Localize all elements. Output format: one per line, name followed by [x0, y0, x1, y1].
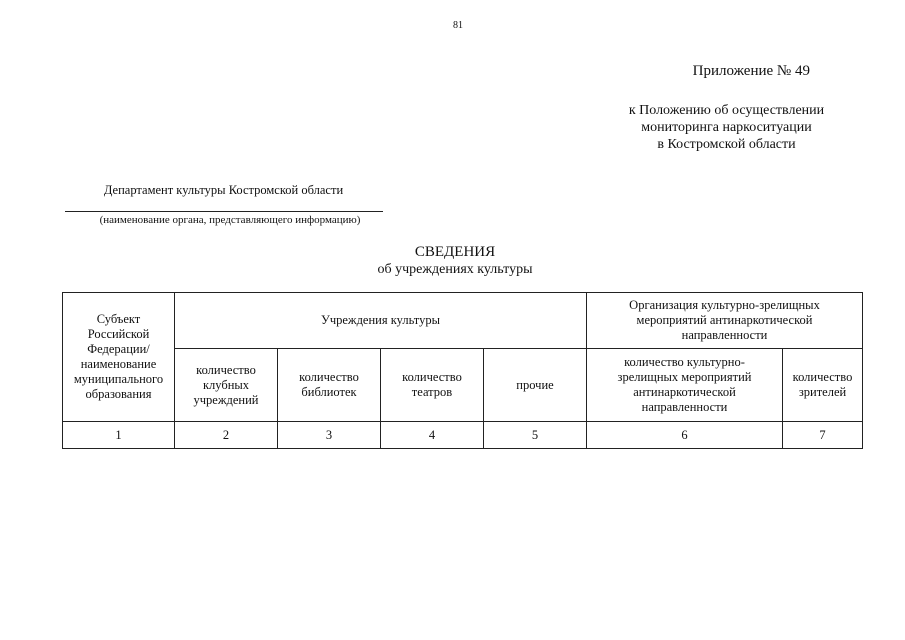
appendix-reference-line: в Костромской области — [657, 137, 796, 152]
appendix-title: Приложение № 49 — [692, 63, 810, 79]
table-header-row — [63, 293, 863, 349]
page-number: 81 — [453, 20, 463, 31]
column-number-cell: 6 — [587, 422, 783, 449]
table-row — [63, 422, 863, 449]
column-number-cell: 1 — [63, 422, 175, 449]
column-header-theatres: количество театров — [381, 349, 484, 422]
organization-underline — [65, 211, 383, 212]
appendix-reference — [600, 102, 853, 153]
report-table — [62, 292, 863, 449]
subject-header-cell: Субъект Российской Федерации/наименование муниципального образования — [63, 293, 175, 422]
column-number-cell: 4 — [381, 422, 484, 449]
appendix-reference-line: к Положению об осуществлении — [628, 103, 825, 118]
column-number-cell: 5 — [484, 422, 587, 449]
column-header-spectators: количество зрителей — [783, 349, 863, 422]
column-number-cell: 2 — [175, 422, 278, 449]
document-subtitle: об учреждениях культуры — [377, 262, 533, 277]
column-number-cell: 3 — [278, 422, 381, 449]
organization-name: Департамент культуры Костромской области — [103, 183, 344, 197]
table-subheader-row — [63, 349, 863, 422]
organization-caption: (наименование органа, представляющего информацию) — [99, 214, 361, 226]
institutions-header-cell: Учреждения культуры — [175, 293, 587, 349]
document-title: СВЕДЕНИЯ — [414, 244, 496, 260]
column-header-other: прочие — [484, 349, 587, 422]
column-header-libraries: количество библиотек — [278, 349, 381, 422]
column-header-clubs: количество клубных учреждений — [175, 349, 278, 422]
column-header-events: количество культурно-зрелищных мероприятий антинаркотической направленности — [587, 349, 783, 422]
appendix-reference-line: мониторинга наркоситуации — [641, 120, 812, 135]
column-number-cell: 7 — [783, 422, 863, 449]
events-header-cell: Организация культурно-зрелищных мероприятий антинаркотической направленности — [587, 293, 863, 349]
